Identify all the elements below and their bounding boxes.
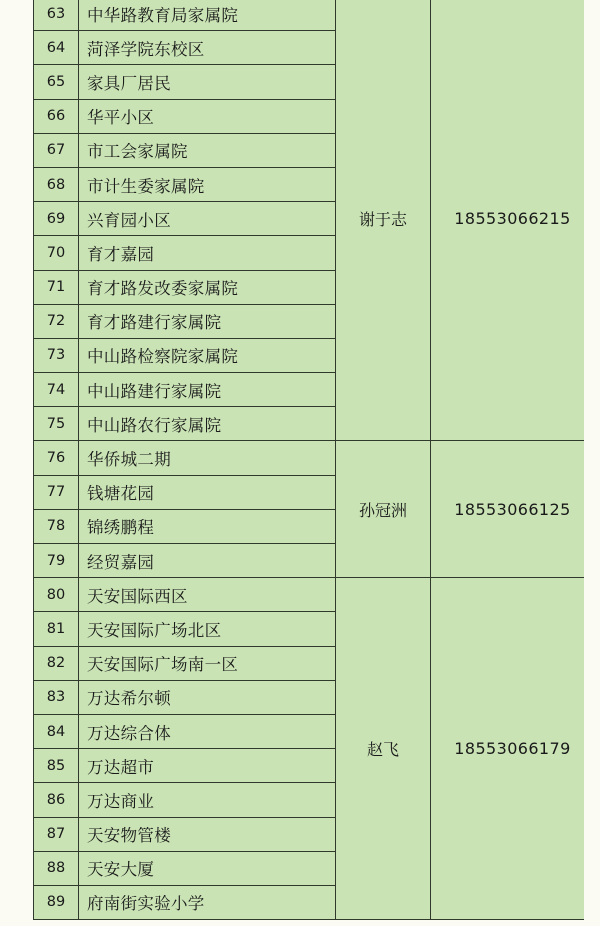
page-margin (584, 0, 600, 926)
row-index: 63 (34, 0, 79, 31)
community-name: 中山路农行家属院 (79, 407, 336, 441)
contact-phone: 18553066179 (431, 578, 595, 920)
row-index: 64 (34, 31, 79, 65)
row-index: 77 (34, 475, 79, 509)
community-contact-table (33, 0, 595, 920)
row-index: 76 (34, 441, 79, 475)
community-name: 菏泽学院东校区 (79, 31, 336, 65)
table-row (34, 0, 595, 31)
row-index: 82 (34, 646, 79, 680)
community-name: 经贸嘉园 (79, 544, 336, 578)
community-name: 中山路建行家属院 (79, 373, 336, 407)
row-index: 78 (34, 509, 79, 543)
row-index: 86 (34, 783, 79, 817)
row-index: 89 (34, 885, 79, 919)
row-index: 81 (34, 612, 79, 646)
community-name: 天安国际广场北区 (79, 612, 336, 646)
community-name: 市工会家属院 (79, 133, 336, 167)
row-index: 66 (34, 99, 79, 133)
community-name: 锦绣鹏程 (79, 509, 336, 543)
row-index: 85 (34, 749, 79, 783)
community-name: 市计生委家属院 (79, 167, 336, 201)
contact-person: 赵飞 (336, 578, 431, 920)
row-index: 73 (34, 338, 79, 372)
table-row (34, 578, 595, 612)
community-name: 天安大厦 (79, 851, 336, 885)
community-name: 中华路教育局家属院 (79, 0, 336, 31)
community-name: 钱塘花园 (79, 475, 336, 509)
community-name: 天安物管楼 (79, 817, 336, 851)
community-name: 华平小区 (79, 99, 336, 133)
community-name: 万达超市 (79, 749, 336, 783)
contact-phone: 18553066215 (431, 0, 595, 441)
community-name: 天安国际西区 (79, 578, 336, 612)
row-index: 83 (34, 680, 79, 714)
row-index: 79 (34, 544, 79, 578)
contact-phone: 18553066125 (431, 441, 595, 578)
contact-person: 孙冠洲 (336, 441, 431, 578)
row-index: 69 (34, 202, 79, 236)
contact-person: 谢于志 (336, 0, 431, 441)
row-index: 88 (34, 851, 79, 885)
community-name: 万达希尔顿 (79, 680, 336, 714)
community-name: 育才路发改委家属院 (79, 270, 336, 304)
community-name: 兴育园小区 (79, 202, 336, 236)
community-name: 万达综合体 (79, 714, 336, 748)
community-name: 家具厂居民 (79, 65, 336, 99)
community-name: 华侨城二期 (79, 441, 336, 475)
community-name: 天安国际广场南一区 (79, 646, 336, 680)
community-name: 育才路建行家属院 (79, 304, 336, 338)
row-index: 65 (34, 65, 79, 99)
community-name: 中山路检察院家属院 (79, 338, 336, 372)
row-index: 70 (34, 236, 79, 270)
row-index: 71 (34, 270, 79, 304)
community-name: 府南街实验小学 (79, 885, 336, 919)
community-name: 育才嘉园 (79, 236, 336, 270)
row-index: 87 (34, 817, 79, 851)
table-row (34, 441, 595, 475)
row-index: 67 (34, 133, 79, 167)
row-index: 74 (34, 373, 79, 407)
row-index: 80 (34, 578, 79, 612)
row-index: 72 (34, 304, 79, 338)
row-index: 68 (34, 167, 79, 201)
community-name: 万达商业 (79, 783, 336, 817)
row-index: 84 (34, 714, 79, 748)
row-index: 75 (34, 407, 79, 441)
